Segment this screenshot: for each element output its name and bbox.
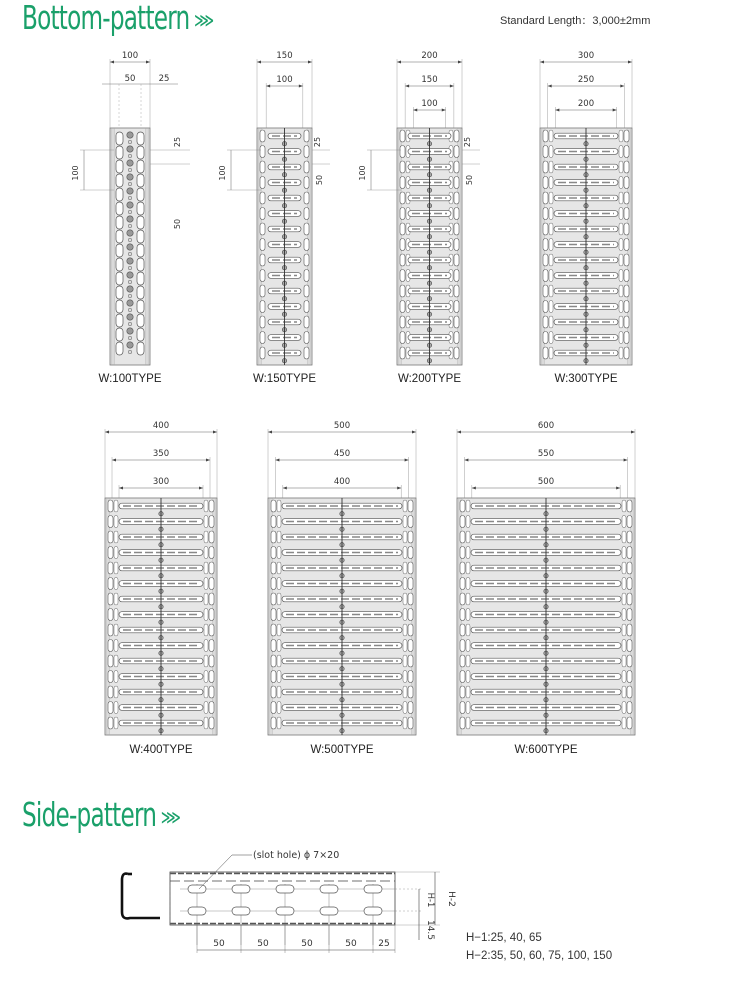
svg-text:50: 50 (173, 218, 182, 230)
svg-text:25: 25 (378, 939, 390, 949)
svg-text:(slot hole) ϕ 7×20: (slot hole) ϕ 7×20 (253, 850, 340, 861)
svg-text:14.5: 14.5 (425, 919, 435, 941)
tray-panel-w100type (110, 128, 150, 365)
svg-text:H-2: H-2 (446, 891, 456, 907)
svg-text:200: 200 (577, 99, 595, 109)
bottom-pattern-title-text: Bottom-pattern (22, 0, 190, 37)
side-pattern-title (22, 795, 176, 834)
height-legend (466, 929, 612, 965)
svg-text:150: 150 (276, 51, 293, 61)
h1-legend: H−1:25, 40, 65 (466, 932, 542, 944)
type-label: W:150TYPE (252, 373, 317, 385)
svg-text:50: 50 (315, 174, 324, 186)
svg-text:400: 400 (333, 477, 351, 487)
standard-length-note: Standard Length：3,000±2mm (500, 15, 651, 27)
svg-text:200: 200 (421, 51, 438, 61)
type-label: W:600TYPE (514, 744, 578, 756)
side-pattern-drawing (122, 872, 395, 925)
svg-text:50: 50 (465, 174, 474, 186)
svg-text:50: 50 (213, 939, 225, 949)
type-label: W:300TYPE (554, 373, 618, 385)
svg-text:H-1: H-1 (425, 892, 435, 908)
svg-text:100: 100 (421, 99, 438, 109)
svg-text:50: 50 (345, 939, 357, 949)
h2-legend: H−2:35, 50, 60, 75, 100, 150 (466, 950, 613, 962)
type-label: W:500TYPE (310, 744, 374, 756)
svg-text:25: 25 (158, 74, 170, 84)
type-label: W:200TYPE (397, 373, 462, 385)
svg-text:350: 350 (152, 449, 170, 459)
svg-text:500: 500 (537, 477, 555, 487)
type-label: W:100TYPE (98, 373, 162, 385)
svg-text:450: 450 (333, 449, 351, 459)
svg-text:300: 300 (152, 477, 170, 487)
side-pattern-title-text: Side-pattern (22, 795, 157, 834)
svg-text:250: 250 (577, 75, 595, 85)
svg-text:600: 600 (537, 421, 555, 431)
svg-text:100: 100 (358, 165, 367, 181)
svg-text:100: 100 (276, 75, 293, 85)
svg-text:300: 300 (577, 51, 595, 61)
svg-text:50: 50 (124, 74, 136, 84)
svg-text:100: 100 (71, 165, 80, 181)
type-label: W:400TYPE (129, 744, 193, 756)
svg-text:150: 150 (421, 75, 438, 85)
svg-text:400: 400 (152, 421, 170, 431)
svg-text:50: 50 (257, 939, 269, 949)
triple-chevron-icon: ⋙ (160, 804, 177, 829)
svg-text:25: 25 (463, 136, 472, 148)
svg-text:550: 550 (537, 449, 555, 459)
svg-text:50: 50 (301, 939, 313, 949)
svg-text:25: 25 (173, 136, 182, 148)
svg-text:500: 500 (333, 421, 351, 431)
svg-text:100: 100 (121, 51, 139, 61)
triple-chevron-icon: ⋙ (194, 7, 210, 32)
svg-text:25: 25 (313, 136, 322, 148)
svg-text:100: 100 (218, 165, 227, 181)
